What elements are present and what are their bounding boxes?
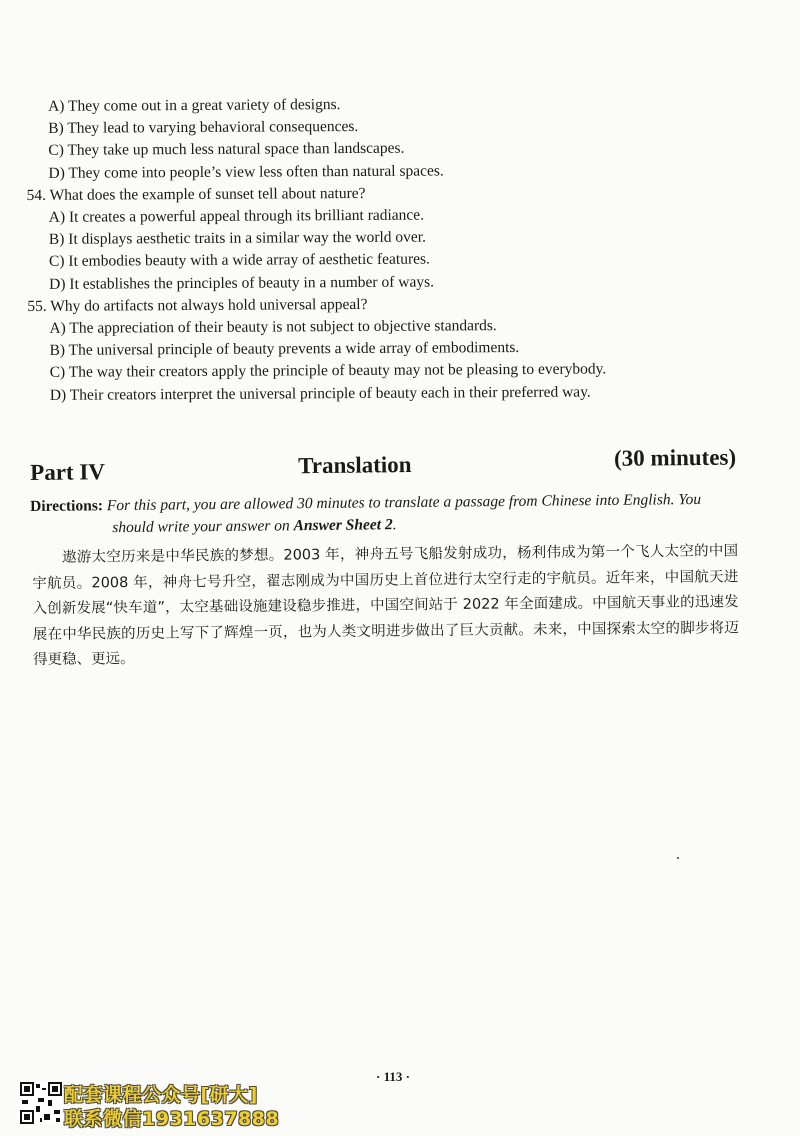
directions-text-post: . [392, 516, 397, 534]
q54-option-d: D) It establishes the principles of beauty in a number of ways. [49, 273, 435, 293]
watermark-line1: 配套课程公众号[研大] [64, 1084, 258, 1106]
q55-option-b: B) The universal principle of beauty prevents a wide array of embodiments. [49, 339, 520, 360]
q53-option-a: A) They come out in a great variety of designs. [48, 96, 341, 115]
q55-stem: 55. Why do artifacts not always hold universal appeal? [27, 295, 368, 315]
q55-option-c: C) The way their creators apply the principle of beauty may not be pleasing to everybody. [49, 360, 607, 382]
question-block [26, 91, 768, 406]
q53-option-c: C) They take up much less natural space than landscapes. [48, 140, 405, 160]
q53-option-d: D) They come into people’s view less often than natural spaces. [48, 162, 444, 182]
q54-option-b: B) It displays aesthetic traits in a similar way the world over. [48, 228, 427, 249]
directions-text-pre: should write your answer on [112, 517, 294, 537]
q55-option-a: A) The appreciation of their beauty is not subject to objective standards. [49, 317, 497, 337]
part-number: Part IV [30, 459, 106, 485]
page-number: · 113 · [376, 1069, 410, 1084]
q54-option-c: C) It embodies beauty with a wide array of aesthetic features. [48, 250, 430, 271]
q54-stem: 54. What does the example of sunset tell about nature? [26, 184, 366, 204]
part-title: Translation [298, 452, 412, 479]
directions-text-line1: For this part, you are allowed 30 minutes to translate a passage from Chinese into English. You [106, 490, 702, 515]
directions [30, 489, 742, 540]
directions-label: Directions: [30, 497, 104, 515]
q55-option-d: D) Their creators interpret the universal principle of beauty each in their preferred way. [49, 383, 591, 404]
translation-passage: 遨游太空历来是中华民族的梦想。2003 年，神舟五号飞船发射成功，杨利伟成为第一个飞人太空的中国宇航员。2008 年，神舟七号升空，翟志刚成为中国历史上首位进行太空行走的宇航员。近年来，中国航天进入创新发展“快车道”，太空基础设施建设稳步推进，中国空间站于 2022 年全面建成。中国航天事业的迅速发展在中华民族的历史上写下了辉煌一页，也为人类文明进步做出了巨大贡献。未来，中国探索太空的脚步将迈得更稳、更远。 [32, 543, 739, 668]
part-header [30, 445, 736, 492]
watermark-line2: 联系微信1931637888 [64, 1108, 280, 1130]
stray-dot [677, 857, 679, 859]
q53-option-b: B) They lead to varying behavioral consequences. [48, 118, 359, 138]
answer-sheet-label: Answer Sheet 2 [293, 516, 393, 535]
part-time-limit: (30 minutes) [613, 444, 737, 471]
qr-code-icon [20, 1082, 62, 1124]
q54-option-a: A) It creates a powerful appeal through its brilliant radiance. [48, 206, 425, 226]
